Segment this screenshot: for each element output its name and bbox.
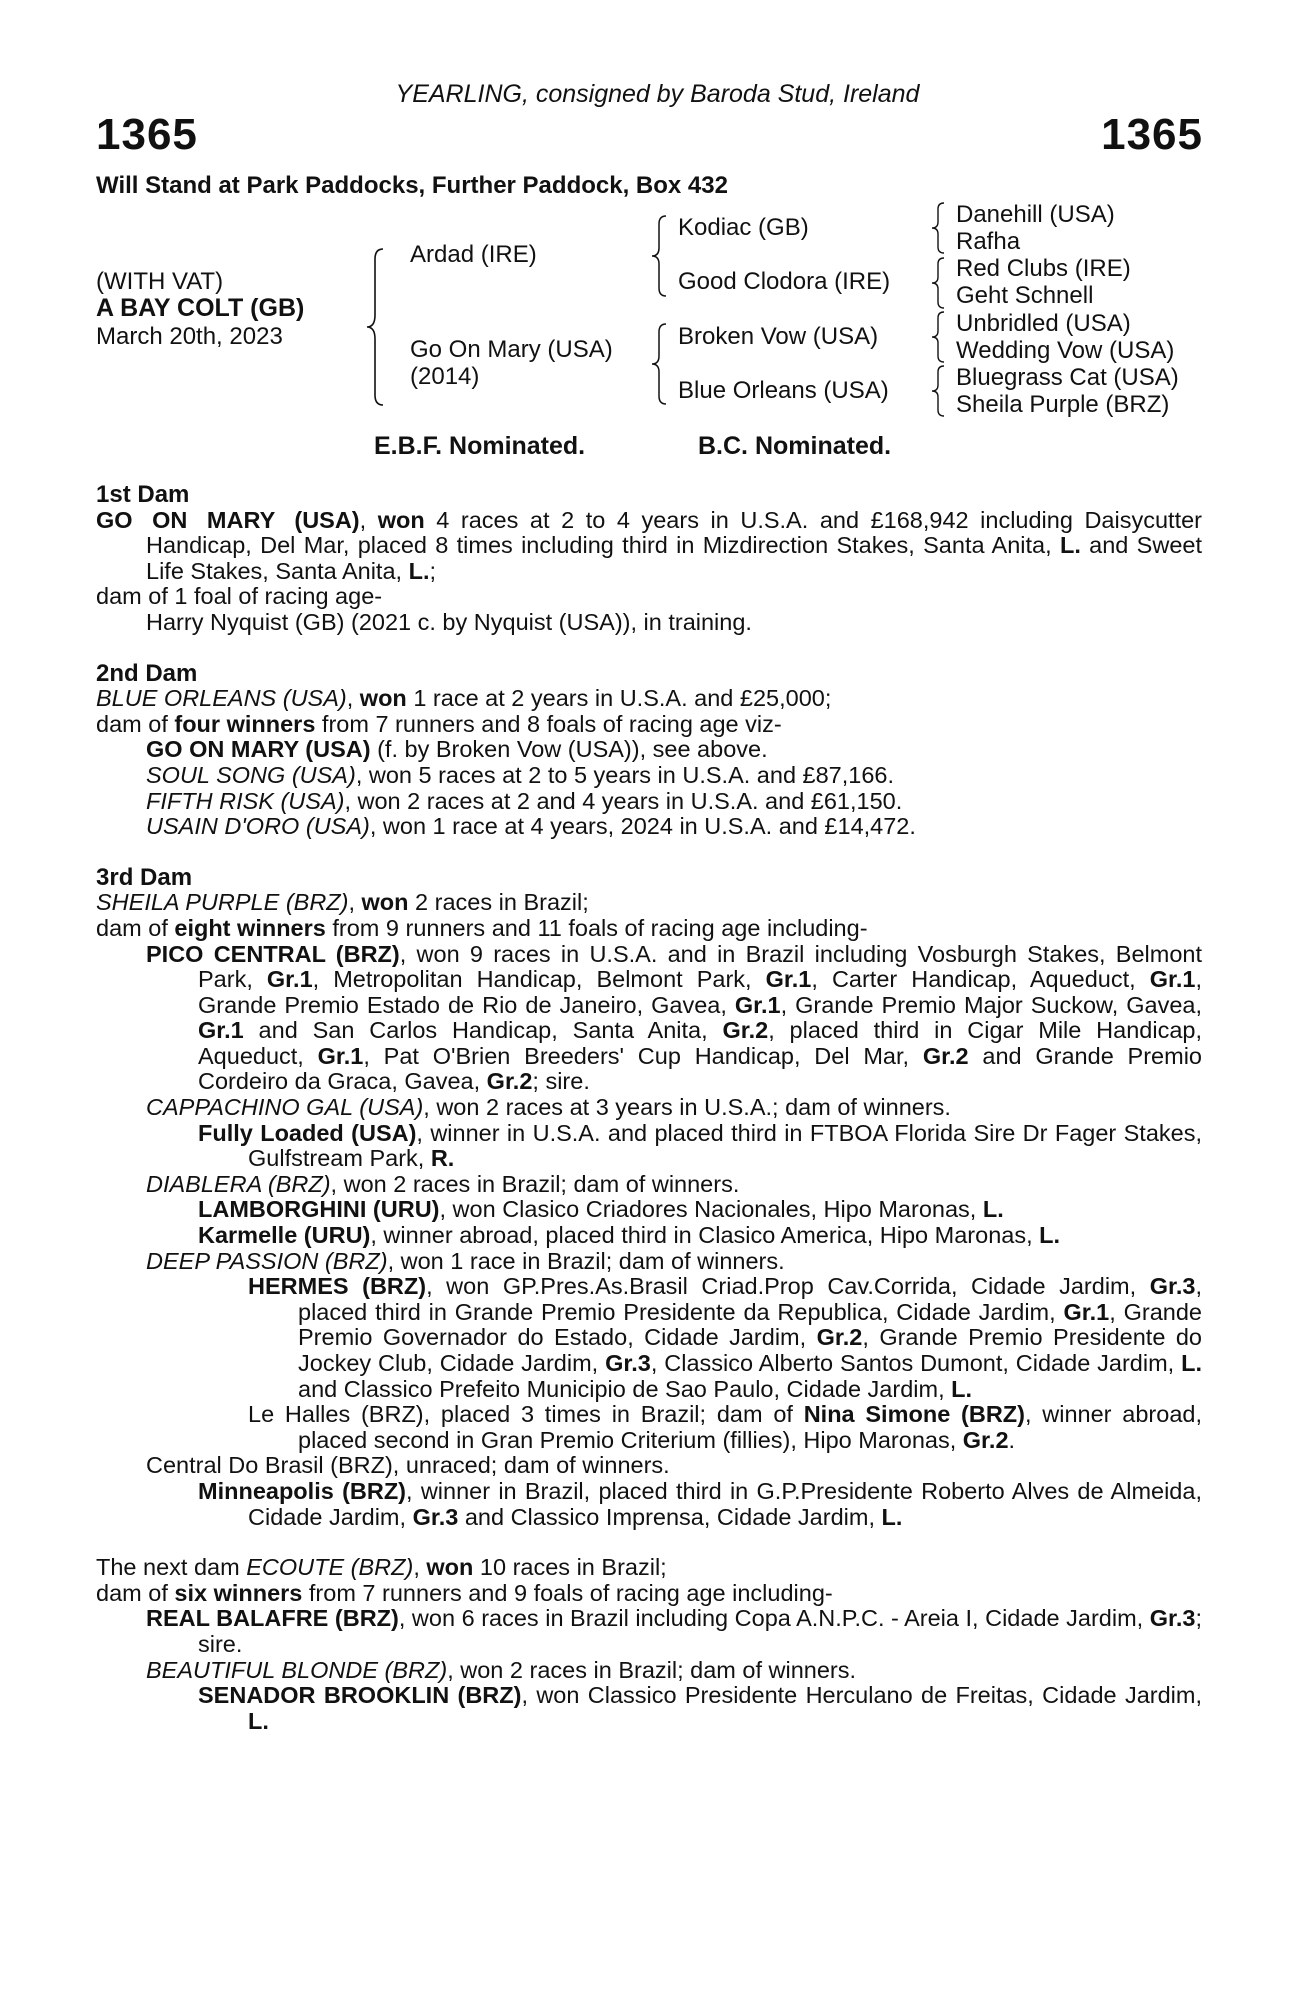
next-dam-record: The next dam ECOUTE (BRZ), won 10 races in Brazil; — [96, 1554, 667, 1581]
brace-icon-4 — [928, 363, 950, 419]
first-dam-dam-of: dam of 1 foal of racing age- — [96, 583, 383, 610]
ebf-nominated: E.B.F. Nominated. — [374, 432, 586, 460]
stand-location: Will Stand at Park Paddocks, Further Paddock, Box 432 — [96, 172, 728, 199]
produce-lamborghini: LAMBORGHINI (URU), won Clasico Criadores Nacionales, Hipo Maronas, L. — [198, 1196, 1004, 1223]
ss-sire: Danehill (USA) — [956, 201, 1115, 228]
third-dam-heading: 3rd Dam — [96, 863, 193, 891]
sd-sire: Red Clubs (IRE) — [956, 255, 1131, 282]
foaling-date: March 20th, 2023 — [96, 323, 283, 350]
produce-hermes: HERMES (BRZ), won GP.Pres.As.Brasil Criad.Prop Cav.Corrida, Cidade Jardim, Gr.3, placed third in Grande Premio Presidente da Republica, Cidade Jardim, Gr.1, Grande Premio Governador do Estado, Cidade Jardim, Gr.2, Grande Premio Presidente do Jockey Club, Cidade Jardim, Gr.3, Classico Alberto Santos Dumont, Cidade Jardim, L. and Classico Prefeito Municipio de Sao Paulo, Cidade Jardim, L. — [248, 1273, 1202, 1402]
sire-sire: Kodiac (GB) — [678, 214, 809, 241]
dam-year: (2014) — [410, 363, 480, 390]
horse-name: A BAY COLT (GB) — [96, 294, 305, 322]
sire-name: Ardad (IRE) — [410, 241, 537, 268]
first-dam-foal: Harry Nyquist (GB) (2021 c. by Nyquist (USA)), in training. — [146, 608, 752, 635]
third-dam-produce-summary: dam of eight winners from 9 runners and 11 foals of racing age including- — [96, 914, 868, 941]
brace-icon-3 — [928, 309, 950, 365]
dam-name: Go On Mary (USA) — [410, 336, 613, 363]
produce-soul-song: SOUL SONG (USA), won 5 races at 2 to 5 years in U.S.A. and £87,166. — [146, 761, 895, 788]
produce-diablera: DIABLERA (BRZ), won 2 races in Brazil; dam of winners. — [146, 1170, 740, 1197]
main-brace-icon — [363, 245, 393, 410]
ds-dam: Wedding Vow (USA) — [956, 337, 1175, 364]
sire-brace-icon — [648, 212, 672, 300]
first-dam-record: GO ON MARY (USA), won 4 races at 2 to 4 years in U.S.A. and £168,942 including Daisycutter Handicap, Del Mar, placed 8 times including third in Mizdirection Stakes, Santa Anita, L. and Sweet Life Stakes, Santa Anita, L.; — [96, 506, 1202, 584]
produce-minneapolis: Minneapolis (BRZ), winner in Brazil, placed third in G.P.Presidente Roberto Alves de Almeida, Cidade Jardim, Gr.3 and Classico Imprensa, Cidade Jardim, L. — [198, 1477, 1202, 1530]
dam-dam: Blue Orleans (USA) — [678, 377, 889, 404]
first-dam-heading: 1st Dam — [96, 481, 190, 508]
produce-fifth-risk: FIFTH RISK (USA), won 2 races at 2 and 4 years in U.S.A. and £61,150. — [146, 787, 903, 814]
second-dam-heading: 2nd Dam — [96, 659, 198, 687]
catalogue-body — [96, 482, 1202, 1734]
dd-sire: Bluegrass Cat (USA) — [956, 364, 1179, 391]
sire-dam: Good Clodora (IRE) — [678, 268, 891, 295]
ss-dam: Rafha — [956, 228, 1021, 255]
lot-number-right: 1365 — [1101, 110, 1203, 159]
produce-pico-central: PICO CENTRAL (BRZ), won 9 races in U.S.A. and in Brazil including Vosburgh Stakes, Belmont Park, Gr.1, Metropolitan Handicap, Belmont Park, Gr.1, Carter Handicap, Aqueduct, Gr.1, Grande Premio Estado de Rio de Janeiro, Gavea, Gr.1, Grande Premio Major Suckow, Gavea, Gr.1 and San Carlos Handicap, Santa Anita, Gr.2, placed third in Cigar Mile Handicap, Aqueduct, Gr.1, Pat O'Brien Breeders' Cup Handicap, Del Mar, Gr.2 and Grande Premio Cordeiro da Graca, Gavea, Gr.2; sire. — [146, 940, 1202, 1095]
third-dam-record: SHEILA PURPLE (BRZ), won 2 races in Brazil; — [96, 889, 589, 916]
vat-label: (WITH VAT) — [96, 268, 224, 295]
first-dam-name: GO ON MARY (USA) — [96, 506, 360, 533]
produce-beautiful-blonde: BEAUTIFUL BLONDE (BRZ), won 2 races in Brazil; dam of winners. — [146, 1656, 857, 1683]
produce-karmelle: Karmelle (URU), winner abroad, placed third in Clasico America, Hipo Maronas, L. — [198, 1222, 1061, 1249]
sd-dam: Geht Schnell — [956, 282, 1094, 309]
brace-icon-1 — [928, 200, 950, 256]
produce-cappachino-gal: CAPPACHINO GAL (USA), won 2 races at 3 years in U.S.A.; dam of winners. — [146, 1094, 951, 1121]
produce-fully-loaded: Fully Loaded (USA), winner in U.S.A. and placed third in FTBOA Florida Sire Dr Fager Stakes, Gulfstream Park, R. — [198, 1119, 1202, 1172]
produce-real-balafre: REAL BALAFRE (BRZ), won 6 races in Brazil including Copa A.N.P.C. - Areia I, Cidade Jardim, Gr.3; sire. — [146, 1605, 1202, 1657]
won-label: won — [377, 506, 425, 533]
produce-le-halles: Le Halles (BRZ), placed 3 times in Brazil; dam of Nina Simone (BRZ), winner abroad, placed second in Gran Premio Criterium (fillies), Hipo Maronas, Gr.2. — [248, 1401, 1202, 1453]
produce-usain-doro: USAIN D'ORO (USA), won 1 race at 4 years, 2024 in U.S.A. and £14,472. — [146, 813, 916, 840]
dam-brace-icon — [648, 320, 672, 408]
second-dam-record: BLUE ORLEANS (USA), won 1 race at 2 years in U.S.A. and £25,000; — [96, 685, 832, 712]
consignment-line: YEARLING, consigned by Baroda Stud, Ireland — [395, 80, 920, 108]
produce-central-do-brasil: Central Do Brasil (BRZ), unraced; dam of winners. — [146, 1452, 670, 1479]
next-dam-produce-summary: dam of six winners from 7 runners and 9 foals of racing age including- — [96, 1579, 833, 1606]
lot-number-left: 1365 — [96, 110, 198, 159]
produce-deep-passion: DEEP PASSION (BRZ), won 1 race in Brazil; dam of winners. — [146, 1247, 785, 1274]
dam-sire: Broken Vow (USA) — [678, 323, 879, 350]
second-dam-produce-summary: dam of four winners from 7 runners and 8 foals of racing age viz- — [96, 710, 782, 737]
brace-icon-2 — [928, 255, 950, 311]
bc-nominated: B.C. Nominated. — [698, 432, 892, 460]
ds-sire: Unbridled (USA) — [956, 310, 1131, 337]
produce-senador-brooklin: SENADOR BROOKLIN (BRZ), won Classico Presidente Herculano de Freitas, Cidade Jardim, L. — [198, 1682, 1203, 1734]
dd-dam: Sheila Purple (BRZ) — [956, 391, 1170, 418]
produce-go-on-mary: GO ON MARY (USA) (f. by Broken Vow (USA)), see above. — [146, 736, 768, 763]
